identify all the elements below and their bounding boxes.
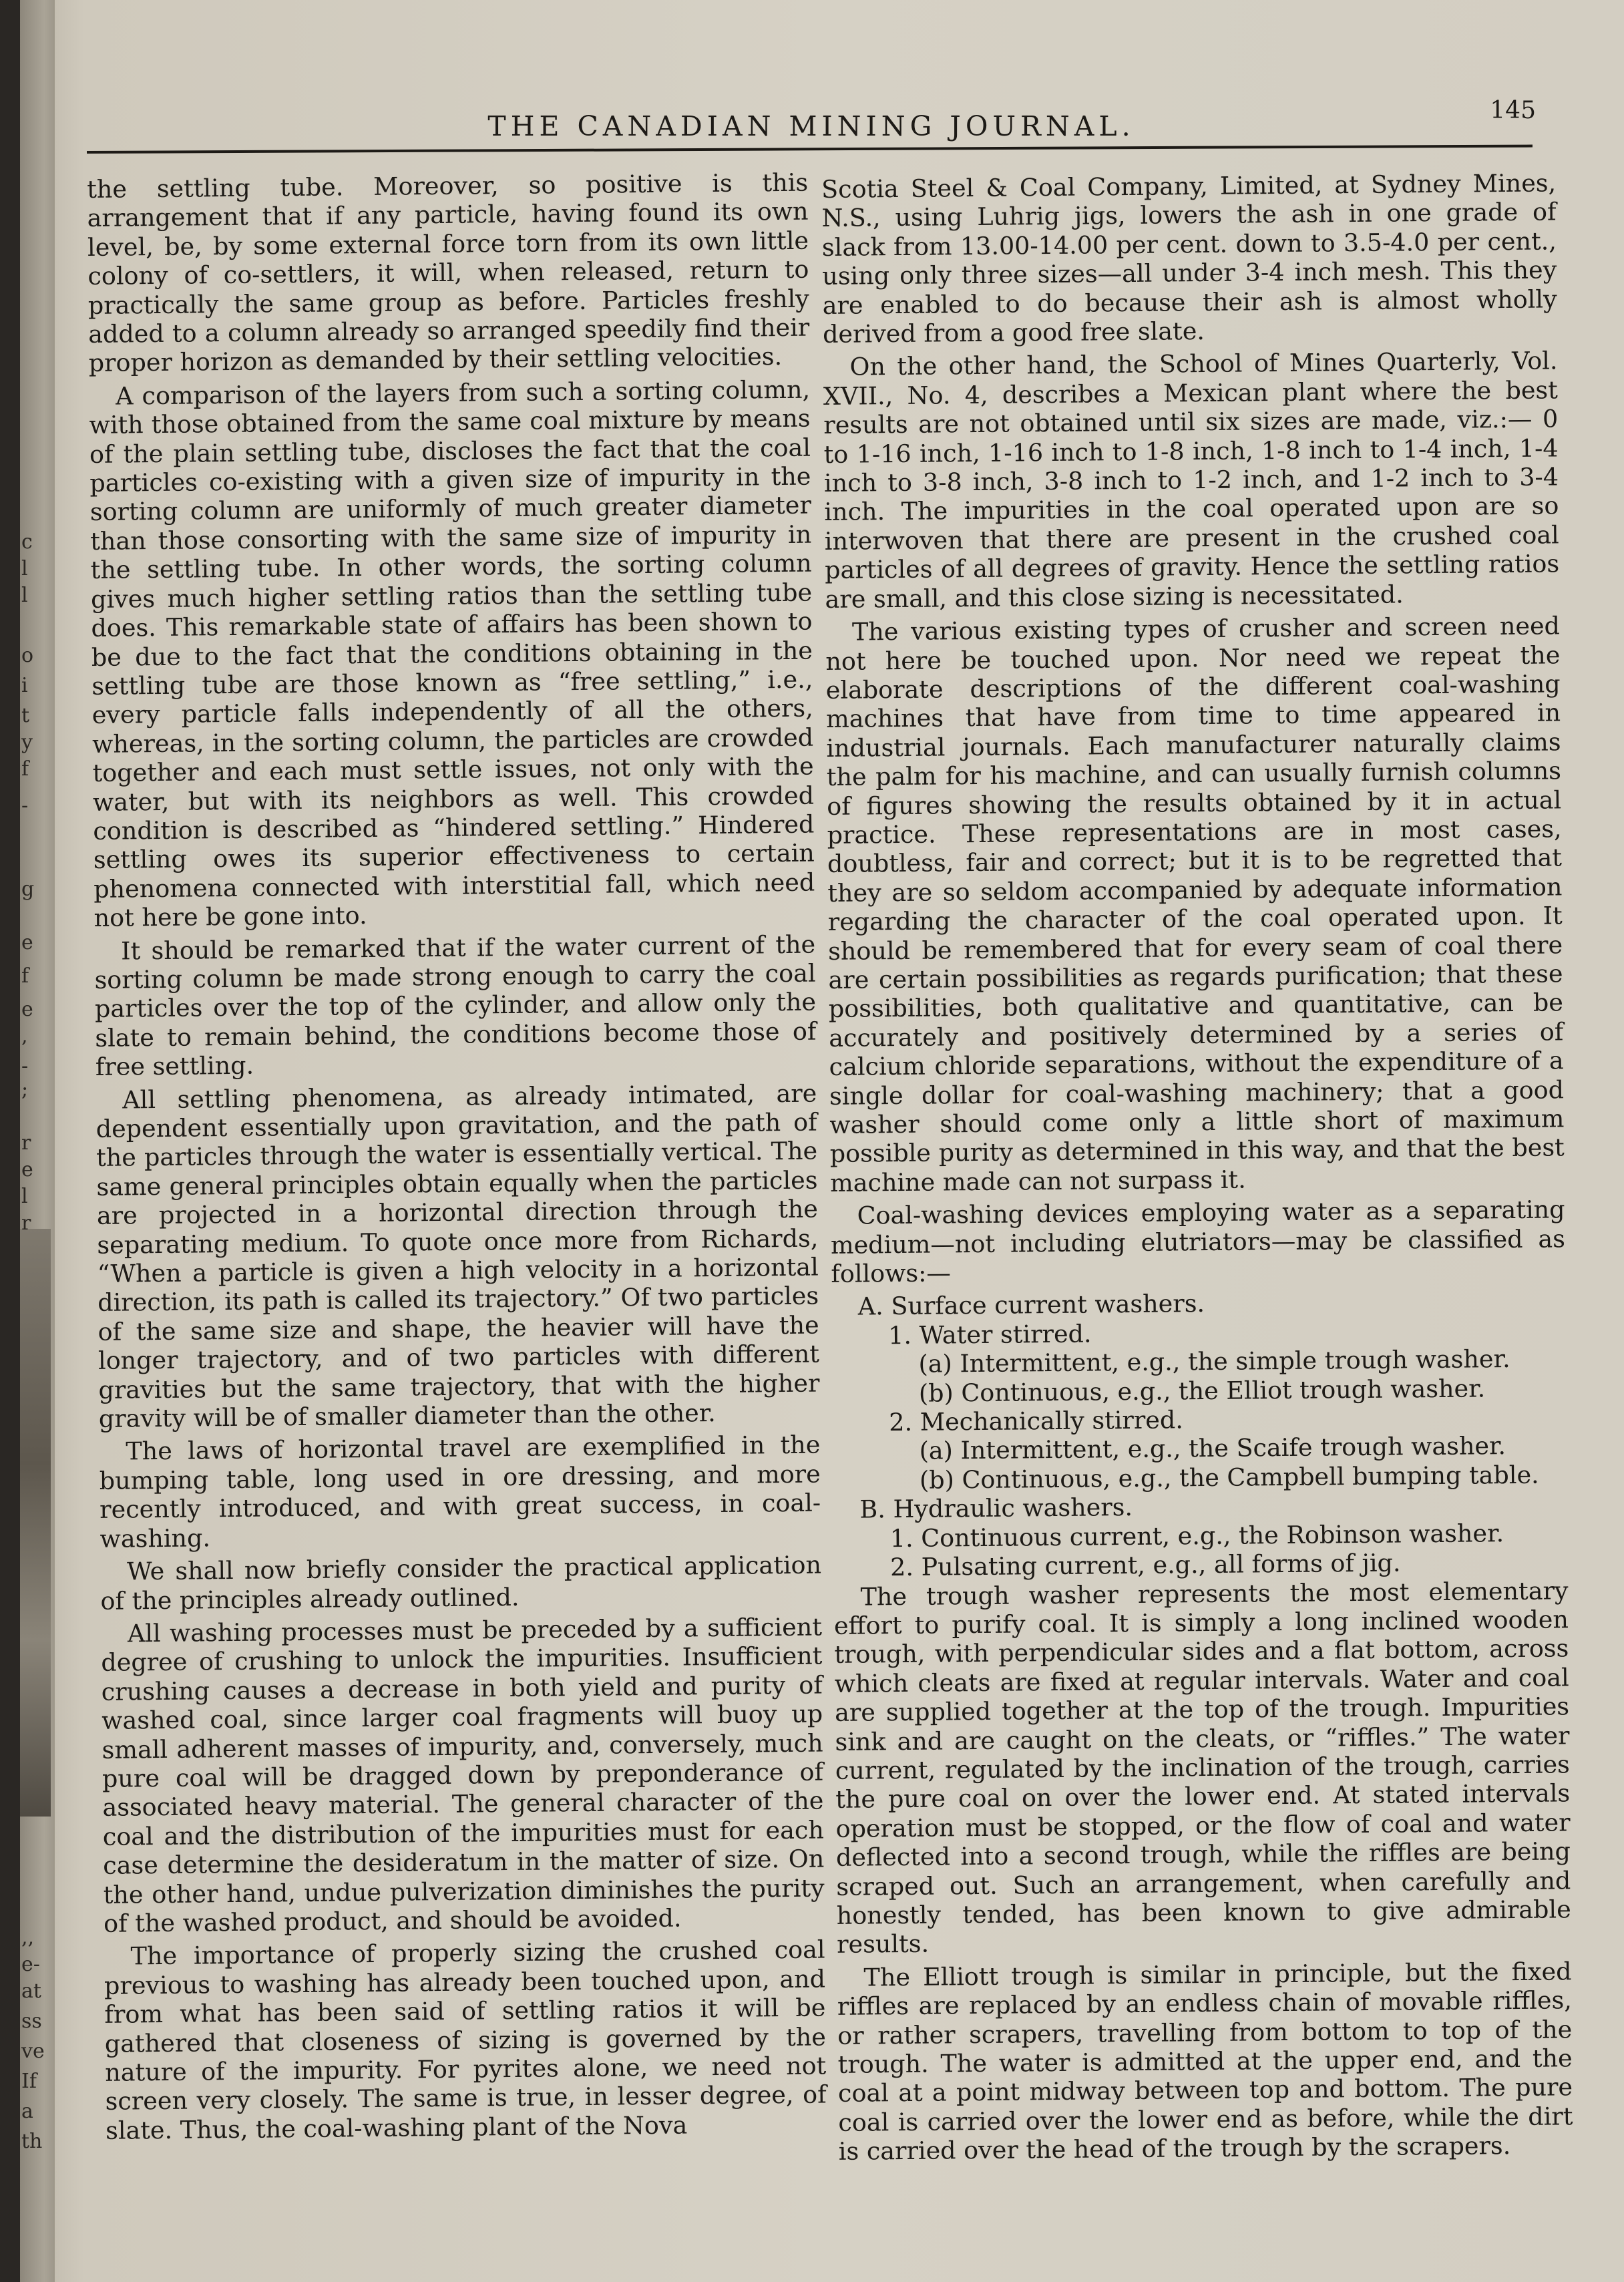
previous-page-fragment: - — [21, 1055, 29, 1078]
previous-page-fragment: ,, — [21, 1926, 35, 1949]
previous-page-fragment: e — [21, 998, 33, 1021]
journal-page — [20, 0, 1624, 2282]
classification-item: (a) Intermittent, e.g., the Scaife trough washer. — [919, 1431, 1506, 1466]
classification-item: (b) Continuous, e.g., the Campbell bumping table. — [919, 1460, 1539, 1495]
previous-page-fragment: th — [21, 2130, 43, 2153]
previous-page-fragment: , — [21, 1024, 28, 1048]
previous-page-fragment: If — [21, 2070, 37, 2093]
previous-page-fragment: a — [21, 2100, 33, 2123]
previous-page-fragment: l — [21, 557, 28, 580]
previous-page-fragment: f — [21, 757, 29, 781]
previous-page-fragment: - — [21, 794, 29, 817]
previous-page-fragment: ve — [21, 2040, 45, 2063]
classification-item: B. Hydraulic washers. — [859, 1493, 1133, 1524]
paragraph: The Elliott trough is similar in principle, but the fixed riffles are replaced by an endless chain of movable riffles, or rather scrapers, travelling from bottom to top of the trough. The water is admitted at the upper end, and the coal at a point midway between top and bottom. The pure coal is carried over the lower end as before, while the dirt is carried over the head of the trough by the scrapers. — [837, 1957, 1573, 2166]
classification-item: 1. Continuous current, e.g., the Robinson washer. — [889, 1518, 1504, 1553]
paragraph: All settling phenomena, as already intimated, are dependent essentially upon gravitation, and the path of the particles through the water is essentially vertical. The same general principles obtain equally when the particles are projected in a horizontal direction through the separating medium. To quote once more from Richards, “When a particle is given a high velocity in a horizontal direction, its path is called its trajectory.” Of two particles of the same size and shape, the heavier will have the longer trajectory, and of two particles with different gravities but the same trajectory, that with the higher gravity will be of smaller diameter than the other. — [95, 1079, 820, 1433]
previous-page-fragment: l — [21, 1185, 28, 1208]
paragraph: The trough washer represents the most elementary effort to purify coal. It is simply a long inclined wooden trough, with perpendicular sides and a flat bottom, across which cleats are fixed at regular intervals. Water and coal are supplied together at the top of the trough. Impurities sink and are caught on the cleats, or “riffles.” The water current, regulated by the inclination of the trough, carries the pure coal on over the lower end. At stated intervals operation must be stopped, or the flow of coal and water deflected into a second trough, while the riffles are being scraped out. Such an arrangement, when carefully and honestly tended, has been known to give admirable results. — [833, 1575, 1571, 1959]
paragraph: All washing processes must be preceded by a sufficient degree of crushing to unlock the impurities. Insufficient crushing causes a decrease in both yield and purity of washed coal, since larger coal fragments will buoy up small adherent masses of impurity, and, conversely, much pure coal will be dragged down by preponderance of associated heavy material. The general character of the coal and the distribution of the impurities must for each case determine the desideratum in the matter of size. On the other hand, undue pulverization diminishes the purity of the washed product, and should be avoided. — [101, 1612, 825, 1938]
previous-page-edge — [20, 0, 55, 2282]
paragraph: We shall now briefly consider the practical application of the principles already outlined. — [100, 1550, 822, 1615]
previous-page-fragment: c — [21, 530, 33, 554]
previous-page-fragment: ss — [21, 2010, 42, 2033]
previous-page-fragment: e- — [21, 1953, 40, 1976]
classification-item: 1. Water stirred. — [887, 1319, 1092, 1350]
previous-page-fragment: o — [21, 644, 34, 667]
previous-page-fragment: t — [21, 704, 30, 727]
previous-page-photo — [20, 1229, 51, 1817]
journal-title: THE CANADIAN MINING JOURNAL. — [487, 110, 1135, 142]
right-column — [821, 168, 1573, 2170]
previous-page-fragment: y — [21, 731, 33, 754]
paragraph: The laws of horizontal travel are exemplified in the bumping table, long used in ore dressing, and more recently introduced, and with great success, in coal-washing. — [99, 1431, 821, 1553]
left-column — [87, 168, 827, 2149]
page-number: 145 — [1490, 97, 1536, 124]
paragraph: The various existing types of crusher and screen need not here be touched upon. Nor need we repeat the elaborate descriptions of the different coal-washing machines that have from time to time appeared in industrial journals. Each manufacturer naturally claims the palm for his machine, and can usually furnish columns of figures showing the results obtained by it in actual practice. These representations are in most cases, doubtless, fair and correct; but it is to be regretted that they are so seldom accompanied by adequate information regarding the character of the coal operated upon. It should be remembered that for every seam of coal there are certain possibilities as regards purification; that these possibilities, both qualitative and quantitative, can be accurately and positively determined by a series of calcium chloride separations, without the expenditure of a single dollar for coal-washing machinery; that a good washer should come only a little short of maximum possible purity as determined in this way, and that the best machine made can not surpass it. — [825, 611, 1565, 1197]
previous-page-fragment: i — [21, 674, 28, 697]
previous-page-fragment: g — [21, 878, 35, 901]
classification-item: (a) Intermittent, e.g., the simple trough washer. — [918, 1344, 1510, 1379]
previous-page-fragment: e — [21, 931, 33, 954]
paragraph: The importance of properly sizing the crushed coal previous to washing has already been touched upon, and from what has been said of settling ratios it will be gathered that closeness of sizing is governed by the nature of the impurity. For pyrites alone, we need not screen very closely. The same is true, in lesser degree, of slate. Thus, the coal-washing plant of the Nova — [104, 1935, 827, 2145]
previous-page-fragment: r — [21, 1211, 31, 1235]
previous-page-fragment: e — [21, 1158, 33, 1181]
paragraph: A comparison of the layers from such a sorting column, with those obtained from the same coal mixture by means of the plain settling tube, discloses the fact that the coal particles co-existing with a given size of impurity in the sorting column are uniformly of much greater diameter than those consorting with the same size of impurity in the settling tube. In other words, the sorting column gives much higher settling ratios than the settling tube does. This remarkable state of affairs has been shown to be due to the fact that the conditions obtaining in the settling tube are those known as “free settling,” i.e., every particle falls independently of all the others, whereas, in the sorting column, the particles are crowded together and each must settle issues, not only with the water, but with its neighbors as well. This crowded condition is described as “hindered settling.” Hindered settling owes its superior effectiveness to certain phenomena connected with interstitial fall, which need not here be gone into. — [89, 375, 815, 933]
previous-page-fragment: r — [21, 1131, 31, 1155]
previous-page-fragment: ; — [21, 1078, 29, 1101]
paragraph: It should be remarked that if the water current of the sorting column be made strong enough to carry the coal particles over the top of the cylinder, and allow only the slate to remain behind, the conditions become those of free settling. — [94, 930, 817, 1082]
previous-page-fragment: l — [21, 584, 28, 607]
paragraph: Coal-washing devices employing water as a separating medium—not including elutriators—may be classified as follows:— — [830, 1195, 1566, 1288]
previous-page-fragment: f — [21, 964, 29, 988]
previous-page-fragment: at — [21, 1979, 41, 2003]
classification-item: 2. Mechanically stirred. — [889, 1405, 1184, 1437]
classification-list — [831, 1286, 1569, 1583]
classification-item: 2. Pulsating current, e.g., all forms of jig. — [890, 1548, 1401, 1582]
classification-item: A. Surface current washers. — [857, 1289, 1205, 1322]
paragraph: On the other hand, the School of Mines Quarterly, Vol. XVII., No. 4, describes a Mexican plant where the best results are not obtained until six sizes are made, viz.:— 0 to 1-16 inch, 1-16 inch to 1-8 inch, 1-8 inch to 1-4 inch, 1-4 inch to 3-8 inch, 3-8 inch to 1-2 inch, and 1-2 inch to 3-4 inch. The impurities in the coal operated upon are so interwoven that there are present in the crushed coal particles of all degrees of gravity. Hence the settling ratios are small, and this close sizing is necessitated. — [823, 346, 1560, 614]
paragraph: Scotia Steel & Coal Company, Limited, at Sydney Mines, N.S., using Luhrig jigs, lowers the ash in one grade of slack from 13.00-14.00 per cent. down to 3.5-4.0 per cent., using only three sizes—all under 3-4 inch mesh. This they are enabled to do because their ash is almost wholly derived from a good free slate. — [821, 168, 1557, 349]
paragraph: the settling tube. Moreover, so positive is this arrangement that if any particle, having found its own level, be, by some external force torn from its own little colony of co-settlers, it will, when released, return to practically the same group as before. Particles freshly added to a column already so arranged speedily find their proper horizon as demanded by their settling velocities. — [87, 168, 810, 378]
classification-item: (b) Continuous, e.g., the Elliot trough washer. — [918, 1374, 1486, 1408]
